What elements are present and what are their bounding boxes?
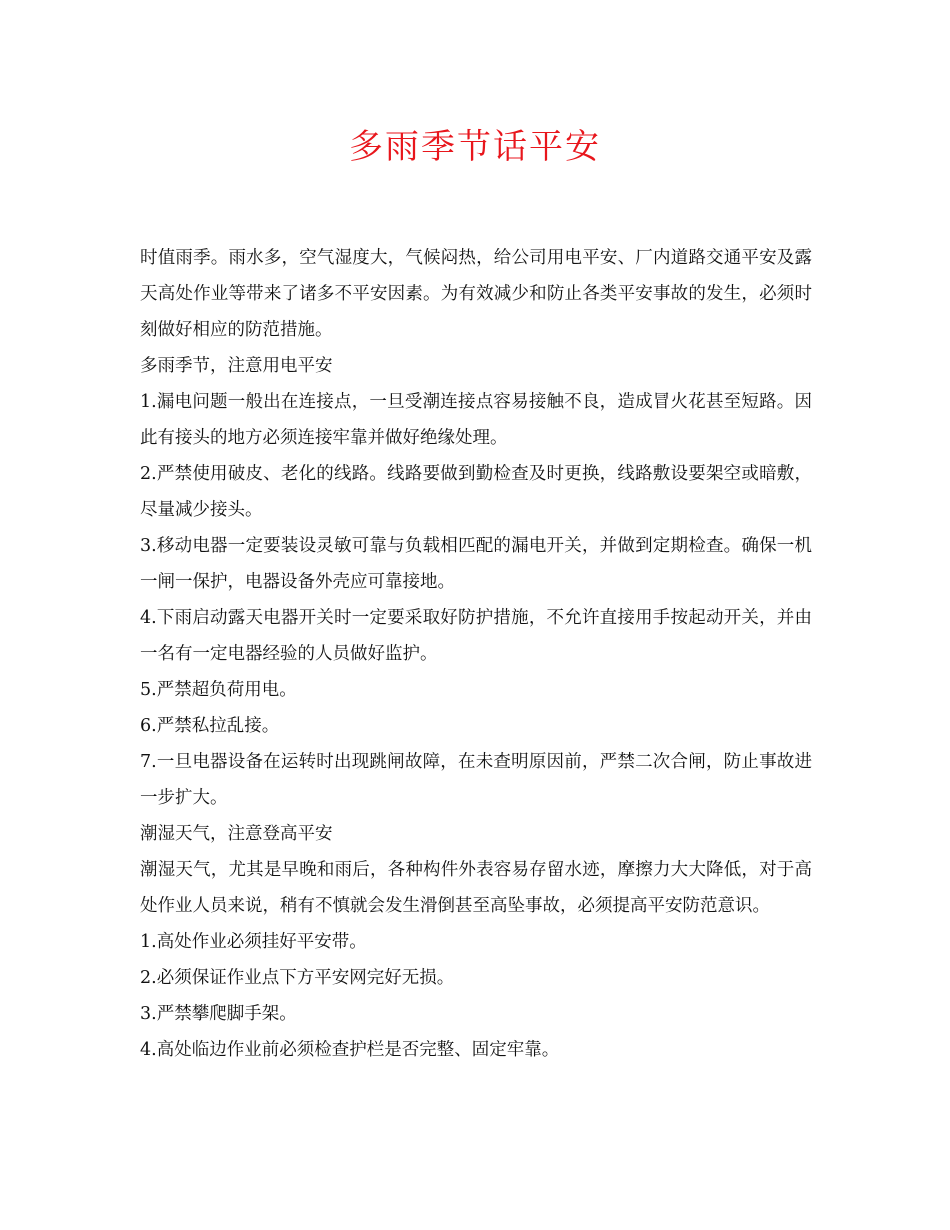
electricity-item-4: 4.下雨启动露天电器开关时一定要采取好防护措施，不允许直接用手按起动开关，并由一名有一定电器经验的人员做好监护。	[140, 608, 812, 664]
section-heading-electricity: 多雨季节，注意用电平安	[140, 356, 333, 376]
electricity-item-6: 6.严禁私拉乱接。	[140, 716, 280, 736]
electricity-item-5: 5.严禁超负荷用电。	[140, 680, 297, 700]
electricity-item-2: 2.严禁使用破皮、老化的线路。线路要做到勤检查及时更换，线路敷设要架空或暗敷，尽量减少接头。	[140, 464, 812, 520]
intro-paragraph: 时值雨季。雨水多，空气湿度大，气候闷热，给公司用电平安、厂内道路交通平安及露天高处作业等带来了诸多不平安因素。为有效减少和防止各类平安事故的发生，必须时刻做好相应的防范措施。	[140, 248, 812, 340]
height-work-item-3: 3.严禁攀爬脚手架。	[140, 1004, 297, 1024]
document-title: 多雨季节话平安	[349, 127, 601, 167]
document-body	[140, 240, 812, 1068]
section-heading-height-work: 潮湿天气，注意登高平安	[140, 824, 333, 844]
electricity-item-3: 3.移动电器一定要装设灵敏可靠与负载相匹配的漏电开关，并做到定期检查。确保一机一闸一保护，电器设备外壳应可靠接地。	[140, 536, 812, 592]
electricity-item-1: 1.漏电问题一般出在连接点，一旦受潮连接点容易接触不良，造成冒火花甚至短路。因此有接头的地方必须连接牢靠并做好绝缘处理。	[140, 392, 812, 448]
height-work-item-4: 4.高处临边作业前必须检查护栏是否完整、固定牢靠。	[140, 1040, 560, 1060]
height-work-intro: 潮湿天气，尤其是早晚和雨后，各种构件外表容易存留水迹，摩擦力大大降低，对于高处作业人员来说，稍有不慎就会发生滑倒甚至高坠事故，必须提高平安防范意识。	[140, 860, 812, 916]
height-work-item-1: 1.高处作业必须挂好平安带。	[140, 932, 367, 952]
height-work-item-2: 2.必须保证作业点下方平安网完好无损。	[140, 968, 455, 988]
electricity-item-7: 7.一旦电器设备在运转时出现跳闸故障，在未查明原因前，严禁二次合闸，防止事故进一步扩大。	[140, 752, 812, 808]
